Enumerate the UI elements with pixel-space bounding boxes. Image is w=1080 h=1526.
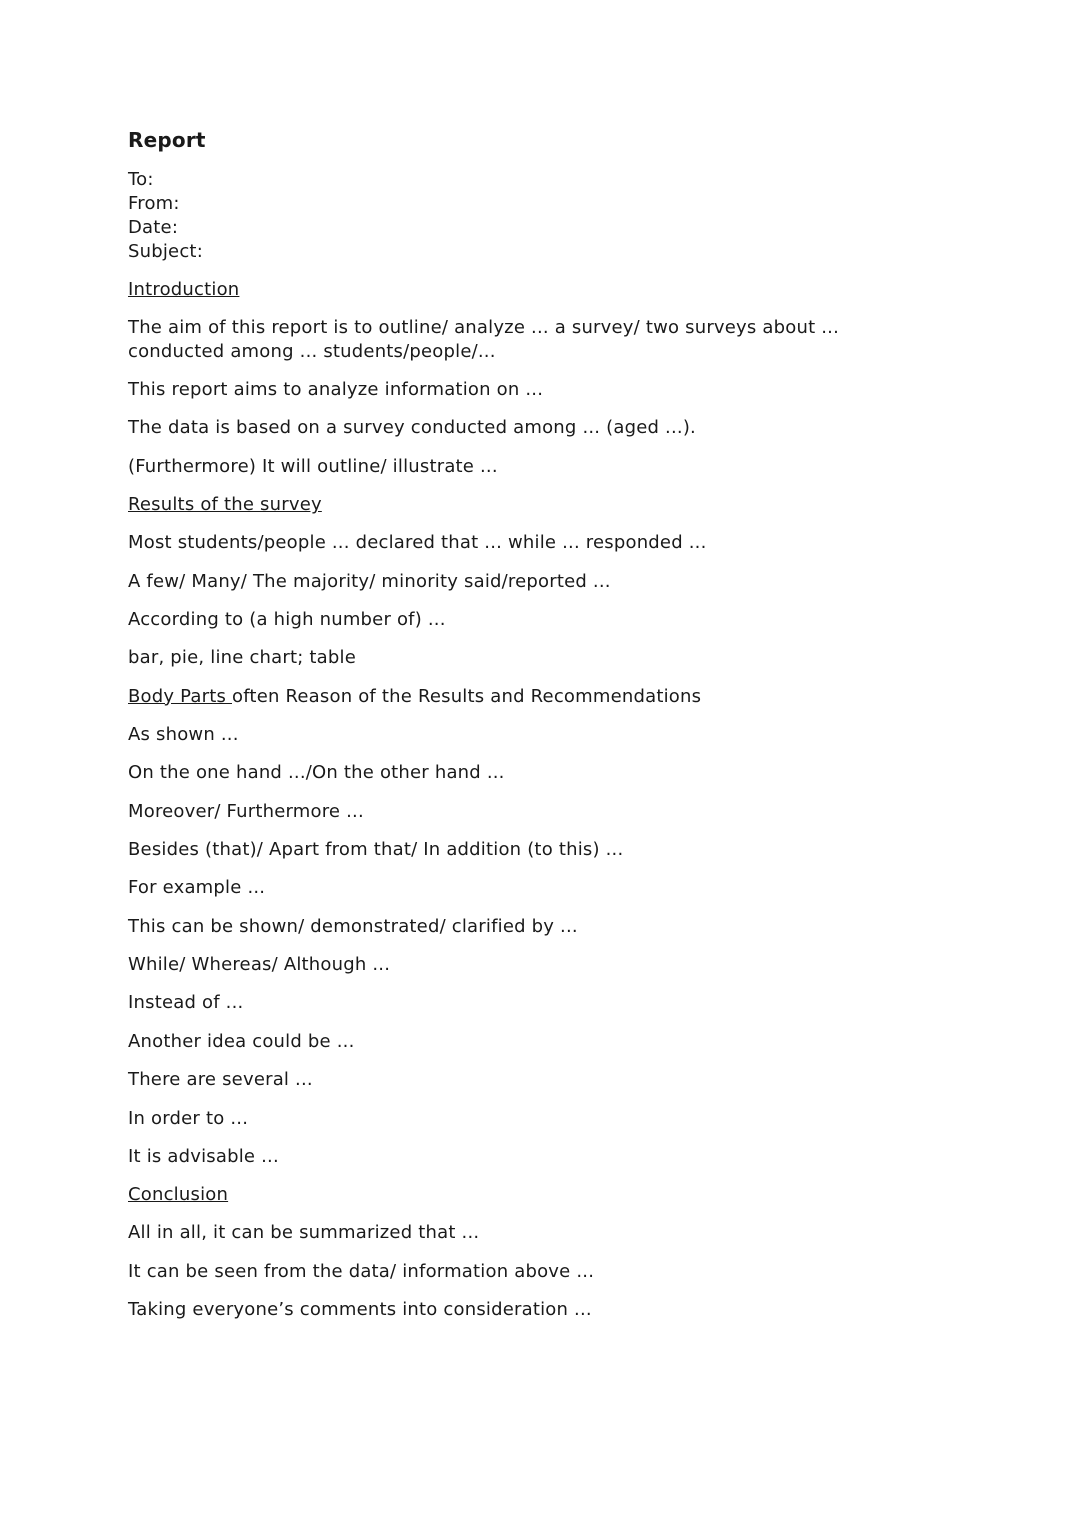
document-content (128, 126, 988, 1337)
body-line: There are several ... (128, 1069, 313, 1091)
body-heading-rest: often Reason of the Results and Recommendations (232, 685, 702, 707)
body-line: While/ Whereas/ Although ... (128, 954, 391, 976)
report-title: Report (128, 128, 206, 152)
conclusion-line: Taking everyone’s comments into consideration ... (128, 1299, 592, 1321)
results-line: According to (a high number of) ... (128, 608, 446, 630)
memo-date: Date: (128, 217, 179, 238)
intro-line: This report aims to analyze information on ... (128, 379, 544, 400)
introduction-heading: Introduction (128, 279, 240, 300)
conclusion-line: It can be seen from the data/ information above ... (128, 1260, 595, 1282)
body-heading-underlined: Body Parts (128, 685, 232, 707)
body-line: Instead of ... (128, 992, 244, 1014)
intro-line: The data is based on a survey conducted among ... (aged ...). (128, 417, 696, 439)
body-heading (128, 685, 988, 709)
body-line: Moreover/ Furthermore ... (128, 800, 364, 822)
introduction-paragraph-aim (128, 316, 988, 364)
body-line: As shown ... (128, 723, 239, 745)
results-line: Most students/people ... declared that ... while ... responded ... (128, 532, 707, 554)
results-line: A few/ Many/ The majority/ minority said/reported ... (128, 570, 611, 592)
memo-subject: Subject: (128, 241, 203, 262)
intro-line: (Furthermore) It will outline/ illustrate ... (128, 455, 498, 477)
body-line: This can be shown/ demonstrated/ clarified by ... (128, 915, 578, 937)
body-line: Another idea could be ... (128, 1030, 355, 1052)
body-line: For example ... (128, 877, 266, 899)
body-line: Besides (that)/ Apart from that/ In addition (to this) ... (128, 838, 624, 860)
memo-to: To: (128, 169, 154, 190)
intro-line: conducted among ... students/people/... (128, 341, 496, 362)
results-line: bar, pie, line chart; table (128, 647, 357, 669)
memo-from: From: (128, 193, 180, 214)
body-line: On the one hand .../On the other hand ... (128, 762, 505, 784)
conclusion-heading: Conclusion (128, 1184, 229, 1206)
intro-line: The aim of this report is to outline/ analyze ... a survey/ two surveys about ... (128, 317, 840, 338)
body-line: In order to ... (128, 1107, 249, 1129)
conclusion-line: All in all, it can be summarized that ... (128, 1222, 480, 1244)
results-heading: Results of the survey (128, 494, 322, 516)
memo-header (128, 168, 988, 264)
body-line: It is advisable ... (128, 1146, 279, 1168)
